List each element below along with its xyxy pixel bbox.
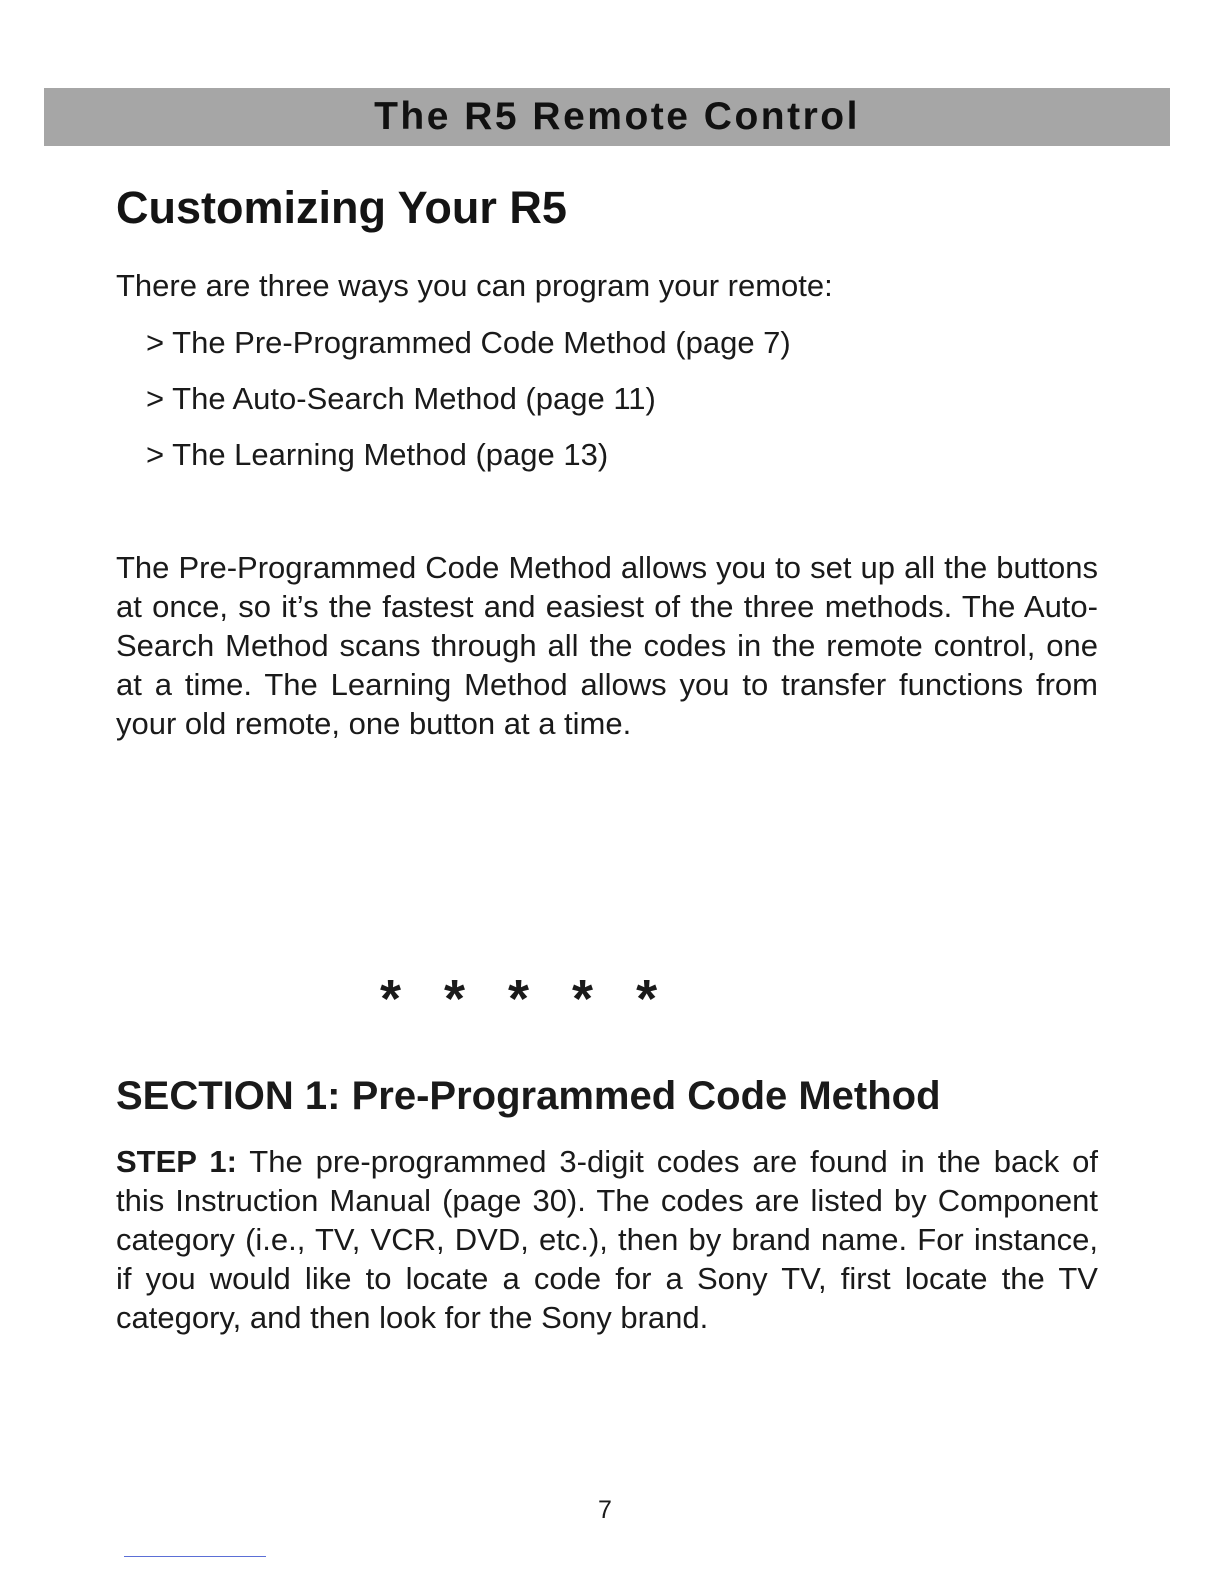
step-label: STEP 1: [116,1144,237,1179]
list-item: > The Learning Method (page 13) [146,437,609,472]
list-item: > The Auto-Search Method (page 11) [146,381,656,416]
methods-overview-paragraph: The Pre-Programmed Code Method allows you to set up all the buttons at once, so it’s the fastest and easiest of the three methods. The Auto-Search Method scans through all the codes in the remote control, one at a time. The Learning Method allows you to transfer functions from your old remote, one button at a time. [116,550,1098,741]
footer-rule [124,1556,266,1557]
step-1-paragraph [116,1142,1098,1337]
header-band [44,88,1170,146]
section-heading: SECTION 1: Pre-Programmed Code Method [116,1074,941,1118]
page-title: Customizing Your R5 [116,182,567,233]
list-item: > The Pre-Programmed Code Method (page 7) [146,325,791,360]
section-separator: * * * * * [380,969,658,1029]
header-title: The R5 Remote Control [374,95,860,138]
step-text: The pre-programmed 3-digit codes are found in the back of this Instruction Manual (page 30). The codes are listed by Component category (i.e., TV, VCR, DVD, etc.), then by brand name. For instance, if you would like to locate a code for a Sony TV, first locate the TV category, and then look for the Sony brand. [116,1144,1098,1335]
methods-list [146,322,791,490]
page-number: 7 [598,1496,612,1524]
intro-text: There are three ways you can program your remote: [116,268,833,303]
